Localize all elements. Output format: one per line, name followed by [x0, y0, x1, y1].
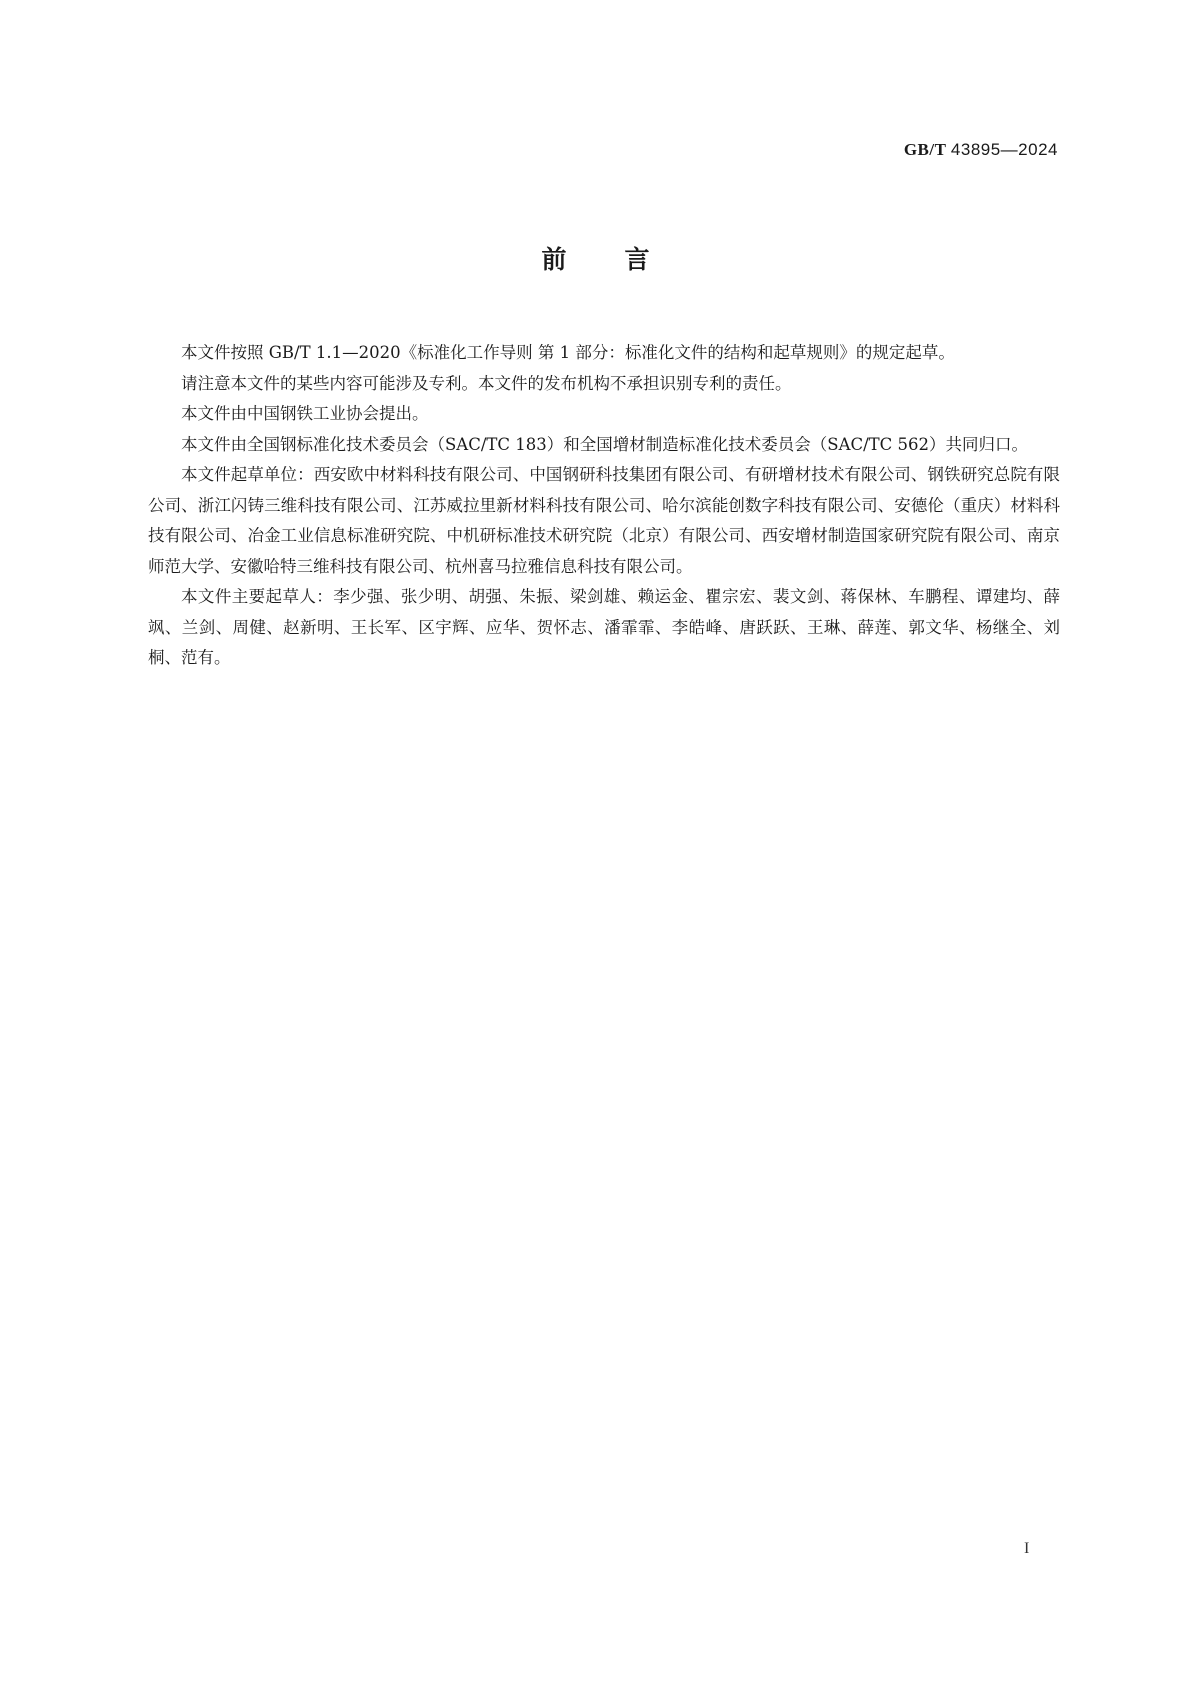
standard-number: 43895—2024: [950, 140, 1058, 159]
paragraph-drafting-rules: 本文件按照 GB/T 1.1—2020《标准化工作导则 第 1 部分：标准化文件的结构和起草规则》的规定起草。: [181, 343, 955, 362]
paragraph-drafting-units: 本文件起草单位：西安欧中材料科技有限公司、中国钢研科技集团有限公司、有研增材技术有限公司、钢铁研究总院有限公司、浙江闪铸三维科技有限公司、江苏威拉里新材料科技有限公司、哈尔滨能创数字科技有限公司、安德伦（重庆）材料科技有限公司、冶金工业信息标准研究院、中机研标准技术研究院（北京）有限公司、西安增材制造国家研究院有限公司、南京师范大学、安徽哈特三维科技有限公司、杭州喜马拉雅信息科技有限公司。: [148, 465, 1060, 576]
foreword-body: [148, 338, 1060, 674]
standard-code: [904, 140, 1058, 160]
paragraph-committee: 本文件由全国钢标准化技术委员会（SAC/TC 183）和全国增材制造标准化技术委员会（SAC/TC 562）共同归口。: [181, 434, 1029, 454]
paragraph-proposer: 本文件由中国钢铁工业协会提出。: [181, 404, 429, 423]
page-number: I: [1024, 1540, 1030, 1557]
paragraph-drafters: 本文件主要起草人：李少强、张少明、胡强、朱振、梁剑雄、赖运金、瞿宗宏、裴文剑、蒋保林、车鹏程、谭建均、薛飒、兰剑、周健、赵新明、王长军、区宇辉、应华、贺怀志、潘霏霏、李皓峰、唐跃跃、王琳、薛莲、郭文华、杨继全、刘桐、范有。: [148, 587, 1060, 667]
page-title: 前言: [541, 245, 708, 274]
standard-prefix: GB/T: [903, 140, 947, 159]
paragraph-patent-notice: 请注意本文件的某些内容可能涉及专利。本文件的发布机构不承担识别专利的责任。: [181, 373, 792, 393]
